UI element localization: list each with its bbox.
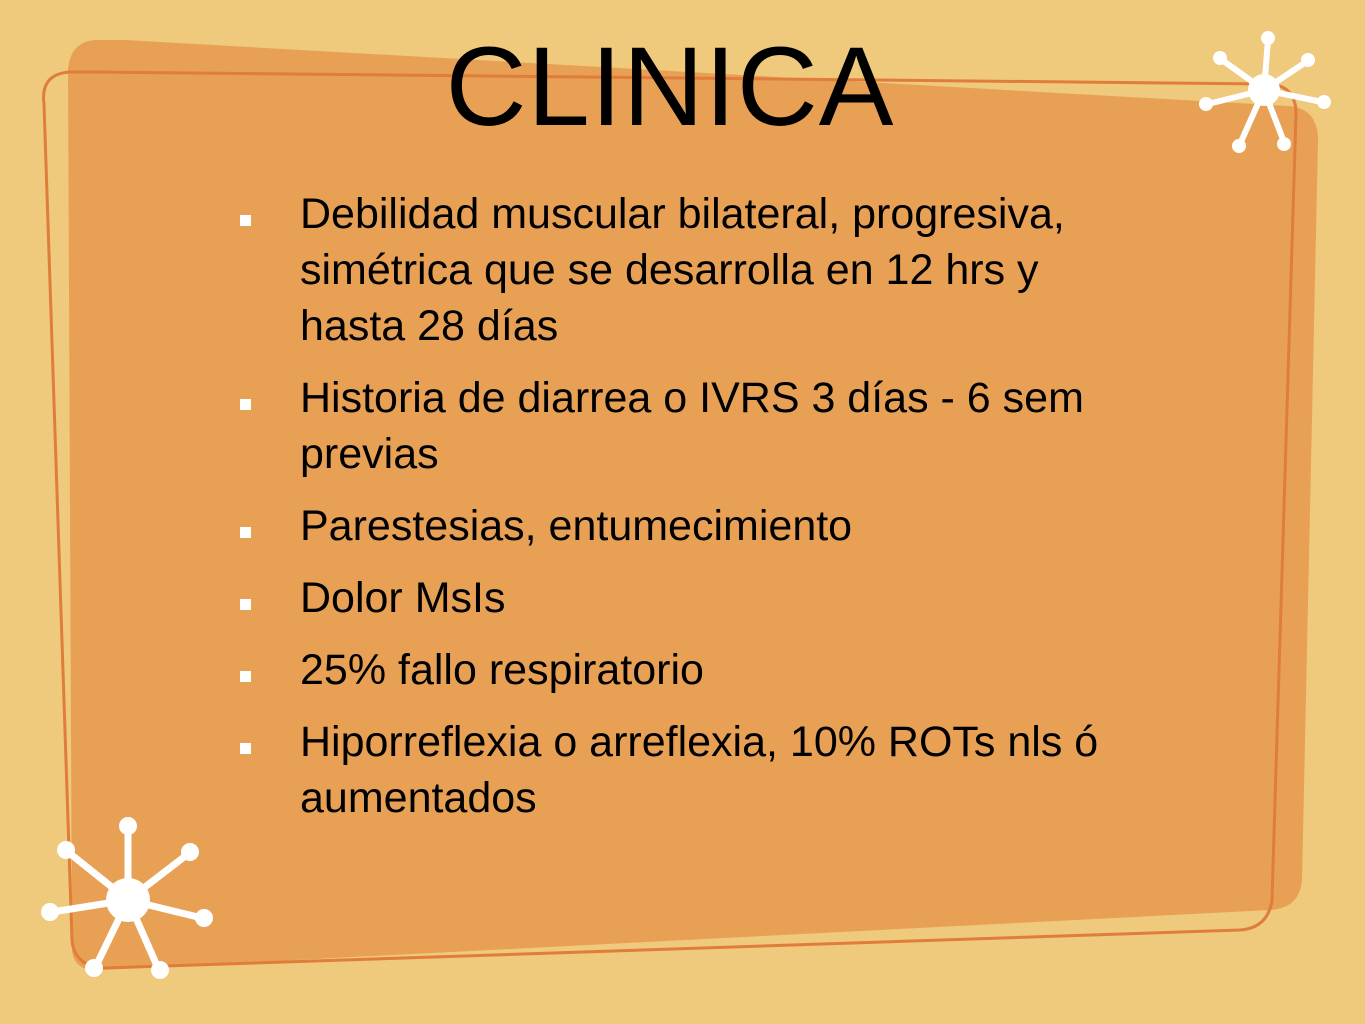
bullet-item [236, 498, 1136, 554]
bullet-text: Debilidad muscular bilateral, progresiva, simétrica que se desarrolla en 12 hrs y hasta 28 días [300, 190, 1065, 350]
starburst-icon [38, 814, 218, 980]
bullet-text: Hiporreflexia o arreflexia, 10% ROTs nls ó aumentados [300, 718, 1099, 822]
bullet-item [236, 642, 1136, 698]
bullet-square-icon [240, 527, 251, 538]
bullet-text: Dolor MsIs [300, 574, 506, 622]
bullet-text: Historia de diarrea o IVRS 3 días - 6 sem previas [300, 374, 1084, 478]
bullet-item [236, 186, 1136, 354]
bullet-item [236, 570, 1136, 626]
bullet-item [236, 370, 1136, 482]
bullet-text: Parestesias, entumecimiento [300, 502, 853, 550]
bullet-square-icon [240, 215, 251, 226]
bullet-item [236, 714, 1136, 826]
bullet-square-icon [240, 671, 251, 682]
bullet-list [236, 186, 1136, 842]
slide-title: CLINICA [445, 24, 895, 149]
bullet-square-icon [240, 399, 251, 410]
bullet-square-icon [240, 743, 251, 754]
bullet-square-icon [240, 599, 251, 610]
bullet-text: 25% fallo respiratorio [300, 646, 704, 694]
